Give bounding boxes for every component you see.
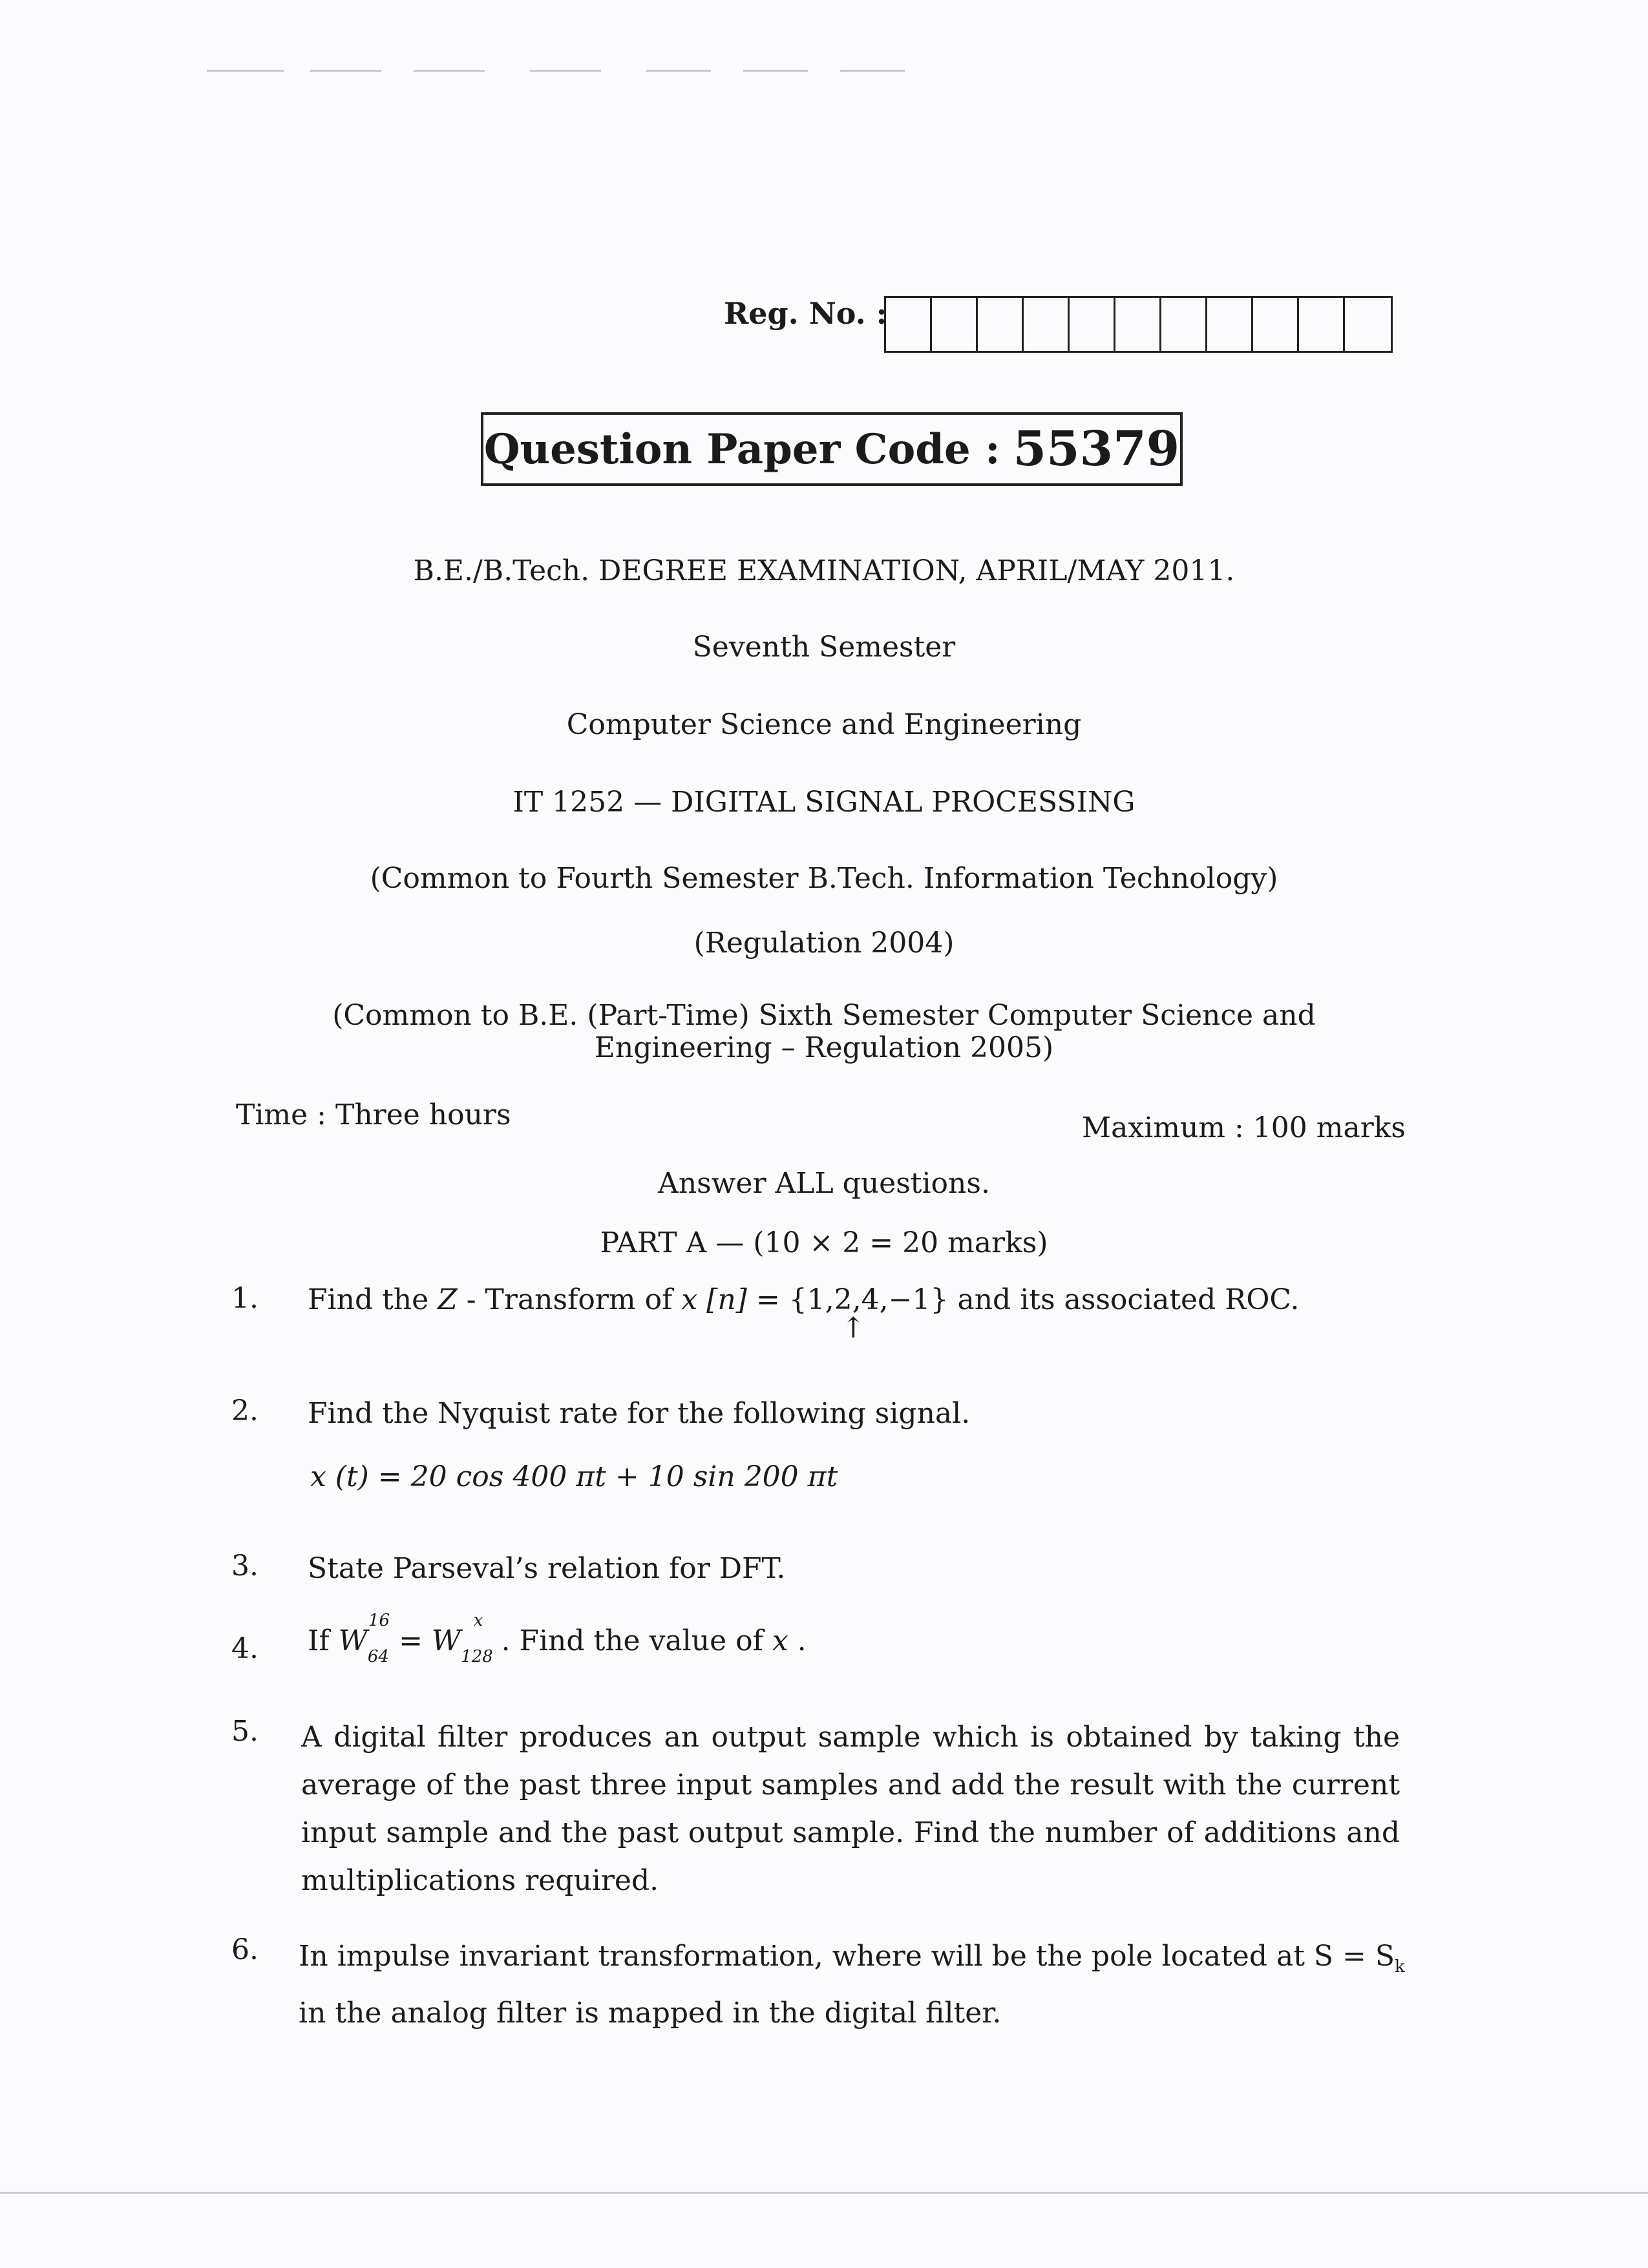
part-a-heading: PART A — (10 × 2 = 20 marks): [600, 1226, 1048, 1259]
exam-title: B.E./B.Tech. DEGREE EXAMINATION, APRIL/MAY 2011.: [413, 554, 1235, 587]
question-number: 1.: [231, 1282, 259, 1315]
question-4-text: [308, 1611, 807, 1666]
question-number: 2.: [231, 1394, 259, 1427]
question-number: 6.: [231, 1933, 259, 1966]
q4-sup-x: x: [473, 1611, 483, 1631]
reg-no-label: Reg. No. :: [724, 296, 887, 331]
exam-course: IT 1252 — DIGITAL SIGNAL PROCESSING: [512, 786, 1136, 819]
q4-sub-64: 64: [367, 1646, 389, 1666]
exam-max-marks: Maximum : 100 marks: [1082, 1111, 1406, 1144]
q1-xn: x [n]: [681, 1283, 747, 1316]
q4-rest: . Find the value of: [492, 1624, 772, 1657]
reg-no-boxes: [884, 296, 1393, 353]
scan-dash: [310, 70, 381, 72]
question-paper-code-box: [481, 412, 1183, 486]
reg-digit-box: [886, 298, 932, 351]
exam-department: Computer Science and Engineering: [566, 708, 1082, 741]
reg-digit-box: [1207, 298, 1253, 351]
q4-if: If: [308, 1624, 339, 1657]
question-number: 4.: [231, 1632, 259, 1665]
question-paper-code: 55379: [1013, 421, 1180, 477]
reg-digit-box: [1024, 298, 1070, 351]
q1-text-b: - Transform of: [457, 1283, 682, 1316]
time-origin-arrow: ↑: [841, 1312, 865, 1345]
question-paper-code-label: Question Paper Code :: [483, 425, 1000, 474]
question-5-text: A digital filter produces an output sample which is obtained by taking the average of the past three input samples and add the result with the current input sample and the past output sample. Find the number of additions and multiplications required.: [301, 1721, 1400, 1897]
scan-dash: [530, 70, 601, 72]
exam-common-1: (Common to Fourth Semester B.Tech. Information Technology): [370, 862, 1278, 895]
scan-dash: [646, 70, 711, 72]
q4-w2: W: [431, 1624, 461, 1657]
reg-digit-box: [1299, 298, 1345, 351]
reg-digit-box: [932, 298, 978, 351]
question-6-line1: [299, 1940, 1404, 1977]
question-3-text: State Parseval’s relation for DFT.: [308, 1552, 786, 1585]
q4-w: W: [338, 1624, 368, 1657]
q6-sub-k: k: [1395, 1957, 1405, 1977]
q6-text-a: In impulse invariant transformation, where will be the pole located at S = S: [299, 1940, 1395, 1973]
q4-end: .: [788, 1624, 807, 1657]
reg-digit-box: [978, 298, 1024, 351]
q1-text-a: Find the: [308, 1283, 438, 1316]
question-2-formula: x (t) = 20 cos 400 πt + 10 sin 200 πt: [310, 1460, 838, 1493]
question-2-text: Find the Nyquist rate for the following signal.: [308, 1397, 971, 1430]
exam-semester: Seventh Semester: [692, 631, 956, 664]
question-1-text: [308, 1283, 1300, 1316]
question-number: 5.: [231, 1715, 259, 1748]
question-6-line2: in the analog filter is mapped in the digital filter.: [299, 1997, 1002, 2030]
q4-x: x: [772, 1624, 788, 1657]
reg-digit-box: [1253, 298, 1299, 351]
scan-dash: [414, 70, 485, 72]
reg-digit-box: [1115, 298, 1161, 351]
q4-sub-128: 128: [461, 1646, 493, 1666]
instruction: Answer ALL questions.: [658, 1167, 990, 1200]
question-number: 3.: [231, 1549, 259, 1582]
scan-dash: [207, 70, 284, 72]
q1-text-c: = {1,2,4,−1} and its associated ROC.: [746, 1283, 1300, 1316]
reg-digit-box: [1070, 298, 1115, 351]
q1-z: Z: [438, 1283, 458, 1316]
exam-regulation: (Regulation 2004): [693, 927, 955, 960]
reg-digit-box: [1345, 298, 1391, 351]
q4-eq: =: [390, 1624, 432, 1657]
page-bottom-rule: [0, 2192, 1648, 2194]
exam-common-2-line2: Engineering – Regulation 2005): [594, 1031, 1054, 1064]
q4-sup-16: 16: [368, 1611, 390, 1631]
scan-dash: [743, 70, 808, 72]
exam-time: Time : Three hours: [236, 1098, 511, 1131]
exam-common-2-line1: (Common to B.E. (Part-Time) Sixth Semester Computer Science and: [332, 999, 1316, 1032]
reg-digit-box: [1161, 298, 1207, 351]
scan-dash: [840, 70, 905, 72]
